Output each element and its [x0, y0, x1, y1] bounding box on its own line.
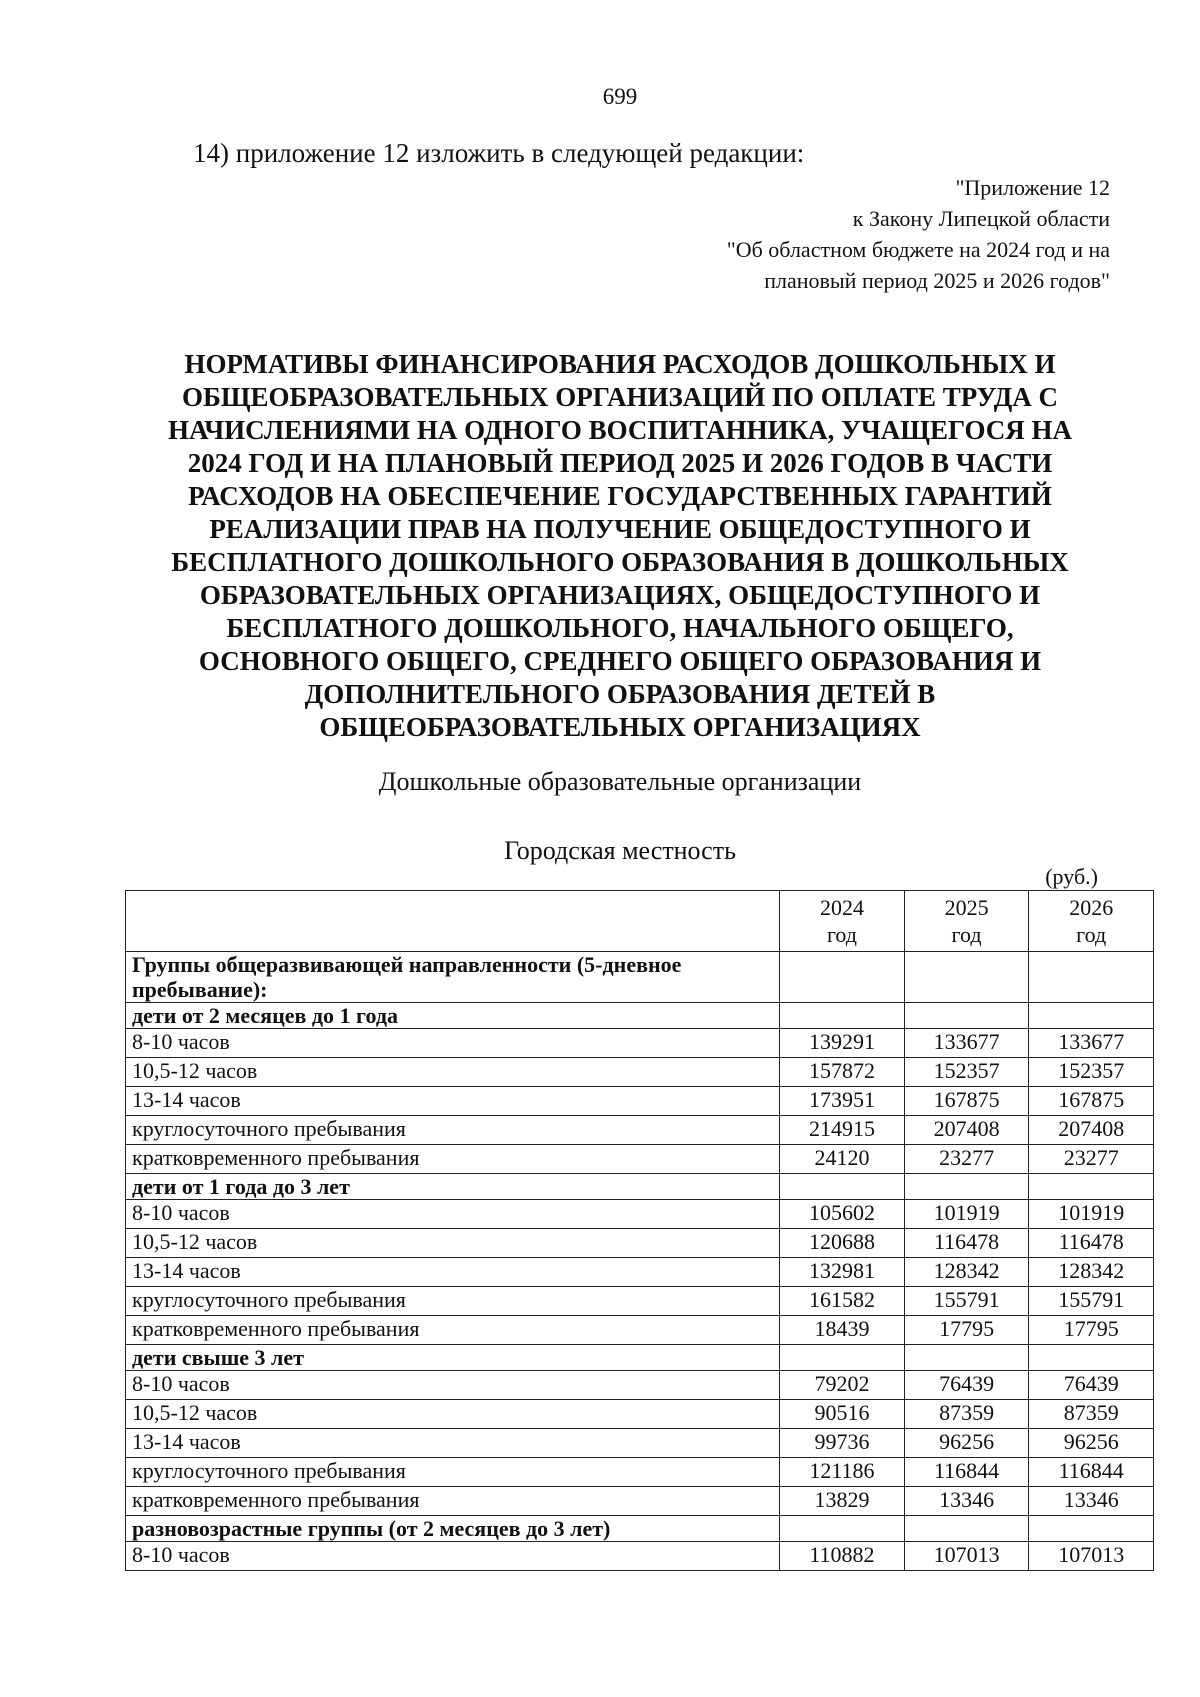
value-cell: 101919	[904, 1200, 1029, 1229]
value-cell: 116478	[1029, 1229, 1154, 1258]
value-cell: 13346	[904, 1487, 1029, 1516]
value-cell: 101919	[1029, 1200, 1154, 1229]
header-year: 2025	[944, 895, 989, 920]
intro-text: 14) приложение 12 изложить в следующей редакции:	[193, 138, 805, 168]
group-label-cell: дети от 2 месяцев до 1 года	[126, 1003, 780, 1029]
empty-cell	[780, 1345, 905, 1371]
value-cell: 173951	[780, 1087, 905, 1116]
value-cell: 76439	[1029, 1371, 1154, 1400]
empty-cell	[904, 1174, 1029, 1200]
locality-title: Городская местность	[504, 836, 736, 865]
table-row	[126, 1087, 1154, 1116]
value-cell: 17795	[904, 1316, 1029, 1345]
table-row	[126, 1458, 1154, 1487]
header-suffix: год	[826, 922, 857, 947]
title-line: ОБЩЕОБРАЗОВАТЕЛЬНЫХ ОРГАНИЗАЦИЯХ	[319, 712, 921, 742]
row-label-cell: 13-14 часов	[126, 1087, 780, 1116]
value-cell: 121186	[780, 1458, 905, 1487]
header-year-2026	[1029, 891, 1154, 952]
table-row	[126, 1229, 1154, 1258]
empty-cell	[1029, 1345, 1154, 1371]
title-line: ДОПОЛНИТЕЛЬНОГО ОБРАЗОВАНИЯ ДЕТЕЙ В	[304, 679, 936, 709]
table-group-row	[126, 1345, 1154, 1371]
value-cell: 132981	[780, 1258, 905, 1287]
value-cell: 155791	[1029, 1287, 1154, 1316]
table-row	[126, 1058, 1154, 1087]
table-row	[126, 1287, 1154, 1316]
document-title	[120, 348, 1120, 744]
row-label-cell: 13-14 часов	[126, 1258, 780, 1287]
row-label-cell: кратковременного пребывания	[126, 1145, 780, 1174]
empty-cell	[780, 1516, 905, 1542]
row-label-cell: круглосуточного пребывания	[126, 1116, 780, 1145]
appendix-ref-line: "Об областном бюджете на 2024 год и на	[726, 237, 1110, 262]
value-cell: 214915	[780, 1116, 905, 1145]
value-cell: 128342	[904, 1258, 1029, 1287]
empty-cell	[780, 1003, 905, 1029]
table-row	[126, 1429, 1154, 1458]
value-cell: 87359	[1029, 1400, 1154, 1429]
page-number: 699	[602, 84, 638, 109]
table-row	[126, 1116, 1154, 1145]
row-label-cell: 10,5-12 часов	[126, 1229, 780, 1258]
empty-cell	[904, 1345, 1029, 1371]
value-cell: 167875	[1029, 1087, 1154, 1116]
table-row	[126, 1316, 1154, 1345]
header-suffix: год	[1076, 922, 1107, 947]
value-cell: 87359	[904, 1400, 1029, 1429]
table-row	[126, 1258, 1154, 1287]
section-title: Дошкольные образовательные организации	[378, 767, 862, 796]
table-header-row	[126, 891, 1154, 952]
row-label-cell: 8-10 часов	[126, 1371, 780, 1400]
value-cell: 116844	[904, 1458, 1029, 1487]
title-line: ОБЩЕОБРАЗОВАТЕЛЬНЫХ ОРГАНИЗАЦИЙ ПО ОПЛАТЕ ТРУДА С	[181, 382, 1059, 412]
table-row	[126, 1487, 1154, 1516]
empty-cell	[1029, 1516, 1154, 1542]
value-cell: 133677	[904, 1029, 1029, 1058]
value-cell: 152357	[904, 1058, 1029, 1087]
value-cell: 76439	[904, 1371, 1029, 1400]
value-cell: 105602	[780, 1200, 905, 1229]
appendix-reference	[727, 172, 1110, 296]
norms-table	[125, 890, 1154, 1571]
header-suffix: год	[951, 922, 982, 947]
group-label-cell: дети свыше 3 лет	[126, 1345, 780, 1371]
empty-cell	[904, 1003, 1029, 1029]
value-cell: 99736	[780, 1429, 905, 1458]
table-group-row	[126, 952, 1154, 1003]
empty-cell	[780, 952, 905, 1003]
value-cell: 17795	[1029, 1316, 1154, 1345]
table-row	[126, 1200, 1154, 1229]
row-label-cell: круглосуточного пребывания	[126, 1458, 780, 1487]
title-line: НАЧИСЛЕНИЯМИ НА ОДНОГО ВОСПИТАННИКА, УЧАЩЕГОСЯ НА	[167, 415, 1073, 445]
table-row	[126, 1400, 1154, 1429]
value-cell: 24120	[780, 1145, 905, 1174]
title-line: БЕСПЛАТНОГО ДОШКОЛЬНОГО, НАЧАЛЬНОГО ОБЩЕГО,	[226, 613, 1014, 643]
value-cell: 116844	[1029, 1458, 1154, 1487]
value-cell: 152357	[1029, 1058, 1154, 1087]
table-body	[126, 952, 1154, 1571]
table-group-row	[126, 1516, 1154, 1542]
table-row	[126, 1542, 1154, 1571]
empty-cell	[1029, 1174, 1154, 1200]
value-cell: 157872	[780, 1058, 905, 1087]
value-cell: 128342	[1029, 1258, 1154, 1287]
title-line: БЕСПЛАТНОГО ДОШКОЛЬНОГО ОБРАЗОВАНИЯ В ДОШКОЛЬНЫХ	[171, 547, 1069, 577]
row-label-cell: круглосуточного пребывания	[126, 1287, 780, 1316]
row-label-cell: 13-14 часов	[126, 1429, 780, 1458]
empty-cell	[904, 1516, 1029, 1542]
value-cell: 107013	[1029, 1542, 1154, 1571]
value-cell: 120688	[780, 1229, 905, 1258]
header-year: 2024	[819, 895, 864, 920]
table-group-row	[126, 1174, 1154, 1200]
title-line: РАСХОДОВ НА ОБЕСПЕЧЕНИЕ ГОСУДАРСТВЕННЫХ ГАРАНТИЙ	[188, 481, 1052, 511]
header-year-2024	[780, 891, 905, 952]
empty-cell	[780, 1174, 905, 1200]
table-row	[126, 1029, 1154, 1058]
value-cell: 139291	[780, 1029, 905, 1058]
empty-cell	[1029, 952, 1154, 1003]
group-label-cell: Группы общеразвивающей направленности (5-дневное пребывание):	[126, 952, 780, 1003]
appendix-ref-line: плановый период 2025 и 2026 годов"	[764, 268, 1110, 293]
value-cell: 110882	[780, 1542, 905, 1571]
title-line: ОБРАЗОВАТЕЛЬНЫХ ОРГАНИЗАЦИЯХ, ОБЩЕДОСТУПНОГО И	[199, 580, 1041, 610]
value-cell: 116478	[904, 1229, 1029, 1258]
title-line: НОРМАТИВЫ ФИНАНСИРОВАНИЯ РАСХОДОВ ДОШКОЛЬНЫХ И	[184, 349, 1056, 379]
table-row	[126, 1371, 1154, 1400]
empty-cell	[1029, 1003, 1154, 1029]
empty-cell	[904, 952, 1029, 1003]
appendix-ref-line: к Закону Липецкой области	[852, 206, 1110, 231]
header-year-2025	[904, 891, 1029, 952]
value-cell: 79202	[780, 1371, 905, 1400]
value-cell: 23277	[1029, 1145, 1154, 1174]
row-label-cell: кратковременного пребывания	[126, 1487, 780, 1516]
unit-label: (руб.)	[1045, 864, 1098, 889]
value-cell: 90516	[780, 1400, 905, 1429]
value-cell: 155791	[904, 1287, 1029, 1316]
row-label-cell: 8-10 часов	[126, 1542, 780, 1571]
value-cell: 167875	[904, 1087, 1029, 1116]
table-group-row	[126, 1003, 1154, 1029]
value-cell: 13346	[1029, 1487, 1154, 1516]
value-cell: 96256	[1029, 1429, 1154, 1458]
row-label-cell: 8-10 часов	[126, 1200, 780, 1229]
value-cell: 23277	[904, 1145, 1029, 1174]
appendix-ref-line: "Приложение 12	[955, 175, 1110, 200]
value-cell: 18439	[780, 1316, 905, 1345]
group-label-cell: дети от 1 года до 3 лет	[126, 1174, 780, 1200]
row-label-cell: 10,5-12 часов	[126, 1400, 780, 1429]
value-cell: 107013	[904, 1542, 1029, 1571]
title-line: ОСНОВНОГО ОБЩЕГО, СРЕДНЕГО ОБЩЕГО ОБРАЗОВАНИЯ И	[198, 646, 1042, 676]
header-empty-cell	[126, 891, 780, 952]
value-cell: 161582	[780, 1287, 905, 1316]
title-line: 2024 ГОД И НА ПЛАНОВЫЙ ПЕРИОД 2025 И 2026 ГОДОВ В ЧАСТИ	[187, 448, 1053, 478]
row-label-cell: кратковременного пребывания	[126, 1316, 780, 1345]
value-cell: 96256	[904, 1429, 1029, 1458]
title-line: РЕАЛИЗАЦИИ ПРАВ НА ПОЛУЧЕНИЕ ОБЩЕДОСТУПНОГО И	[209, 514, 1031, 544]
value-cell: 133677	[1029, 1029, 1154, 1058]
group-label-cell: разновозрастные группы (от 2 месяцев до 3 лет)	[126, 1516, 780, 1542]
value-cell: 207408	[904, 1116, 1029, 1145]
row-label-cell: 8-10 часов	[126, 1029, 780, 1058]
table-row	[126, 1145, 1154, 1174]
value-cell: 207408	[1029, 1116, 1154, 1145]
header-year: 2026	[1069, 895, 1114, 920]
value-cell: 13829	[780, 1487, 905, 1516]
row-label-cell: 10,5-12 часов	[126, 1058, 780, 1087]
